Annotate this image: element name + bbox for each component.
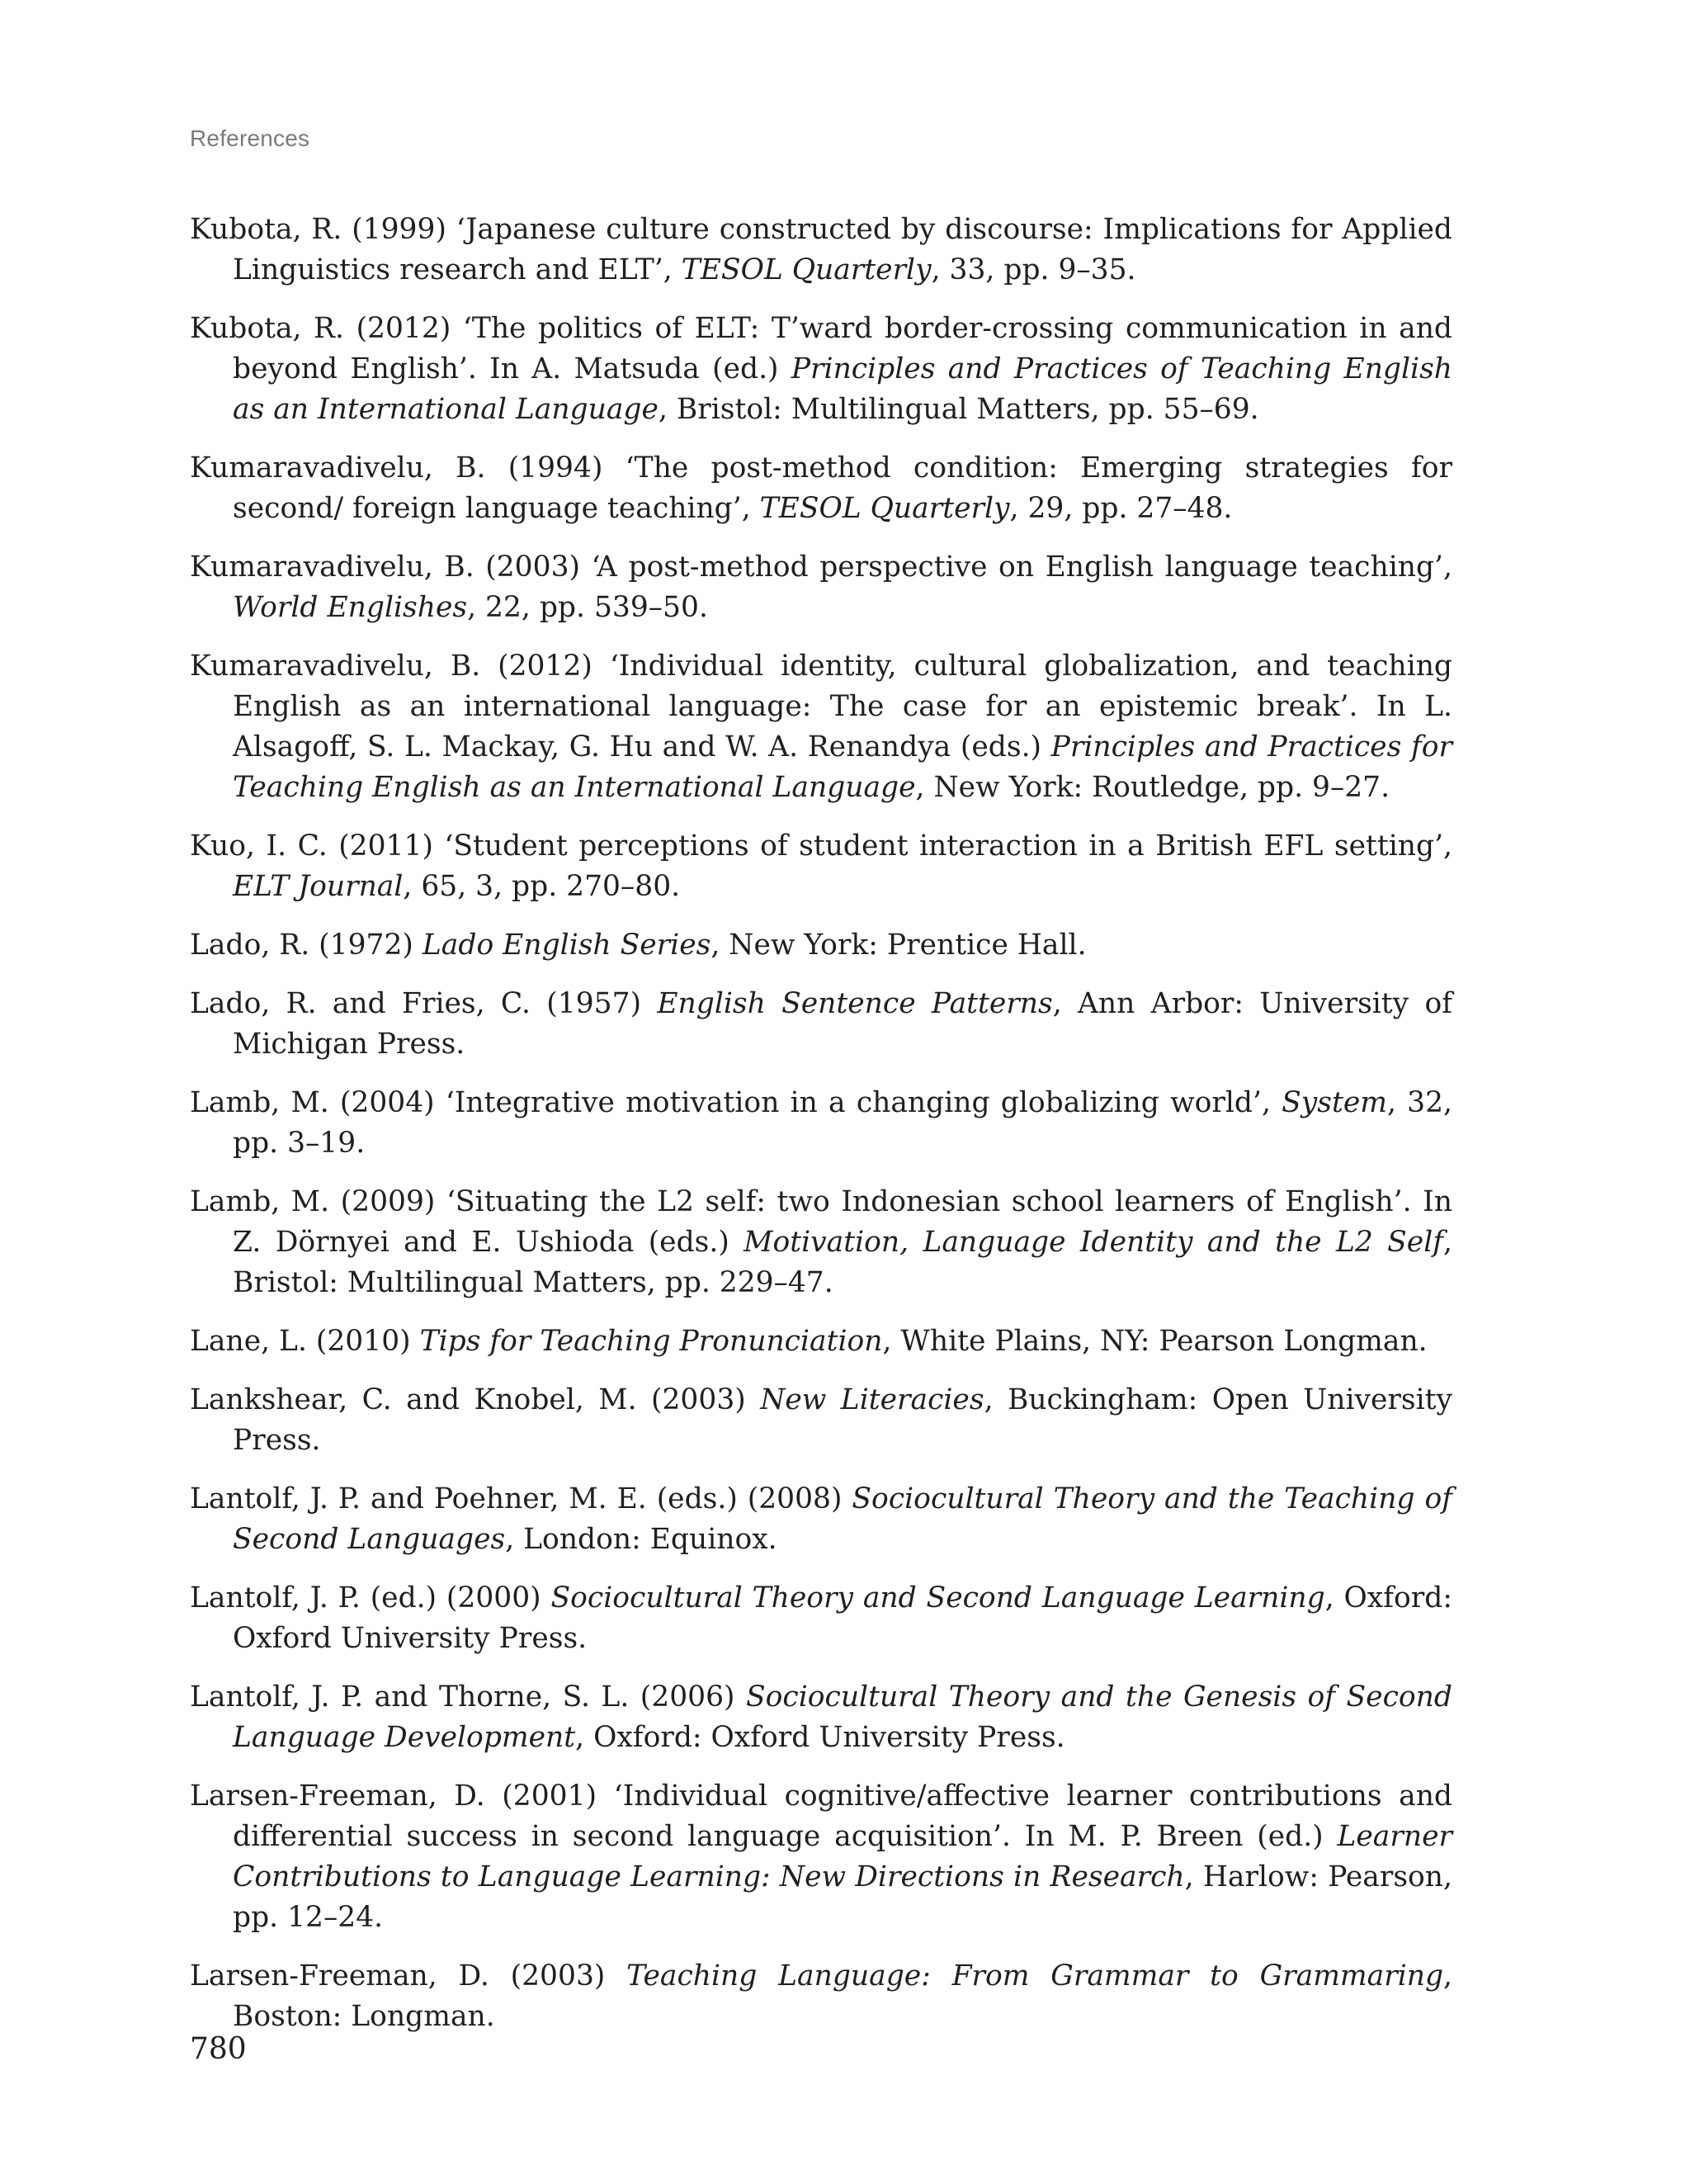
reference-text: , Harlow: Pearson, pp. 12–24. <box>233 1860 1452 1934</box>
reference-text: Kumaravadivelu, B. (2003) ‘A post-method perspective on English language teaching’, <box>190 551 1452 584</box>
reference-entry <box>190 925 1452 966</box>
reference-list <box>190 210 1452 2055</box>
reference-title: Sociocultural Theory and Second Language Learning <box>550 1581 1325 1614</box>
reference-text: , White Plains, NY: Pearson Longman. <box>882 1325 1428 1358</box>
reference-text: , Ann Arbor: University of Michigan Press. <box>233 987 1452 1061</box>
reference-text: Kubota, R. (1999) ‘Japanese culture constructed by discourse: Implications for Applied Linguistics research and ELT’, <box>190 213 1452 286</box>
reference-text: , 32, pp. 3–19. <box>233 1086 1452 1160</box>
reference-text: Lamb, M. (2004) ‘Integrative motivation in a changing globalizing world’, <box>190 1086 1282 1119</box>
reference-title: TESOL Quarterly <box>759 492 1010 525</box>
reference-entry <box>190 547 1452 628</box>
reference-entry <box>190 1182 1452 1303</box>
reference-entry <box>190 646 1452 808</box>
reference-entry <box>190 1479 1452 1560</box>
reference-entry <box>190 1578 1452 1659</box>
reference-text: , 65, 3, pp. 270–80. <box>403 870 681 903</box>
reference-text: Lado, R. and Fries, C. (1957) <box>190 987 658 1020</box>
reference-text: , Oxford: Oxford University Press. <box>233 1581 1453 1655</box>
reference-text: , 22, pp. 539–50. <box>467 591 708 624</box>
reference-entry <box>190 210 1452 291</box>
reference-title: English Sentence Patterns <box>657 987 1053 1020</box>
reference-text: Kumaravadivelu, B. (1994) ‘The post-method condition: Emerging strategies for second/ foreign language teaching’, <box>190 451 1452 525</box>
reference-title: Lado English Series <box>422 929 711 962</box>
reference-text: , London: Equinox. <box>505 1523 777 1556</box>
running-head: References <box>190 125 310 151</box>
reference-entry <box>190 1380 1452 1461</box>
reference-text: , Buckingham: Open University Press. <box>233 1383 1452 1457</box>
reference-text: Kumaravadivelu, B. (2012) ‘Individual identity, cultural globalization, and teaching English as an international language: The case for an epistemic break’. In L. Alsagoff, S. L. Mackay, G. Hu and W. A. Renandya (eds.) <box>190 650 1452 763</box>
reference-text: Lane, L. (2010) <box>190 1325 420 1358</box>
reference-text: Lantolf, J. P. and Poehner, M. E. (eds.) (2008) <box>190 1482 852 1515</box>
reference-text: Lantolf, J. P. and Thorne, S. L. (2006) <box>190 1681 746 1714</box>
reference-title: System <box>1282 1086 1387 1119</box>
reference-entry <box>190 1321 1452 1362</box>
reference-title: ELT Journal <box>233 870 404 903</box>
reference-title: Motivation, Language Identity and the L2 Self <box>744 1226 1444 1259</box>
reference-title: New Literacies <box>760 1383 984 1416</box>
reference-title: Sociocultural Theory and the Teaching of Second Languages <box>233 1482 1452 1556</box>
reference-title: TESOL Quarterly <box>681 253 932 286</box>
page-number: 780 <box>190 2032 247 2066</box>
reference-text: Lamb, M. (2009) ‘Situating the L2 self: two Indonesian school learners of English’. In Z. Dörnyei and E. Ushioda (eds.) <box>190 1185 1452 1259</box>
reference-title: Principles and Practices for Teaching English as an International Language <box>233 730 1452 804</box>
reference-title: Teaching Language: From Grammar to Grammaring <box>626 1959 1444 1993</box>
reference-text: , New York: Routledge, pp. 9–27. <box>915 771 1390 804</box>
reference-text: Lankshear, C. and Knobel, M. (2003) <box>190 1383 761 1416</box>
reference-entry <box>190 309 1452 430</box>
reference-text: Larsen-Freeman, D. (2003) <box>190 1959 627 1993</box>
reference-text: , 29, pp. 27–48. <box>1009 492 1233 525</box>
reference-text: Kubota, R. (2012) ‘The politics of ELT: T’ward border-crossing communication in and beyond English’. In A. Matsuda (ed.) <box>190 312 1452 385</box>
reference-text: Larsen-Freeman, D. (2001) ‘Individual cognitive/affective learner contributions and differential success in second language acquisition’. In M. P. Breen (ed.) <box>190 1780 1452 1853</box>
reference-text: , Bristol: Multilingual Matters, pp. 229–47. <box>233 1226 1452 1299</box>
reference-title: Learner Contributions to Language Learning: New Directions in Research <box>233 1820 1452 1893</box>
reference-text: , Boston: Longman. <box>233 1959 1453 2033</box>
reference-title: Tips for Teaching Pronunciation <box>419 1325 883 1358</box>
reference-text: , Bristol: Multilingual Matters, pp. 55–69. <box>658 393 1259 426</box>
reference-entry <box>190 448 1452 529</box>
reference-text: Kuo, I. C. (2011) ‘Student perceptions of student interaction in a British EFL setting’, <box>190 830 1452 863</box>
reference-text: Lado, R. (1972) <box>190 929 422 962</box>
reference-text: , Oxford: Oxford University Press. <box>575 1721 1065 1754</box>
reference-text: Lantolf, J. P. (ed.) (2000) <box>190 1581 551 1614</box>
reference-entry <box>190 1083 1452 1164</box>
reference-title: Principles and Practices of Teaching English as an International Language <box>233 352 1453 426</box>
reference-entry <box>190 1776 1452 1938</box>
reference-title: World Englishes <box>233 591 468 624</box>
reference-title: Sociocultural Theory and the Genesis of Second Language Development <box>233 1681 1452 1754</box>
reference-text: , New York: Prentice Hall. <box>710 929 1087 962</box>
reference-text: , 33, pp. 9–35. <box>931 253 1136 286</box>
reference-entry <box>190 984 1452 1065</box>
reference-entry <box>190 1677 1452 1758</box>
reference-entry <box>190 826 1452 907</box>
reference-entry <box>190 1956 1452 2037</box>
